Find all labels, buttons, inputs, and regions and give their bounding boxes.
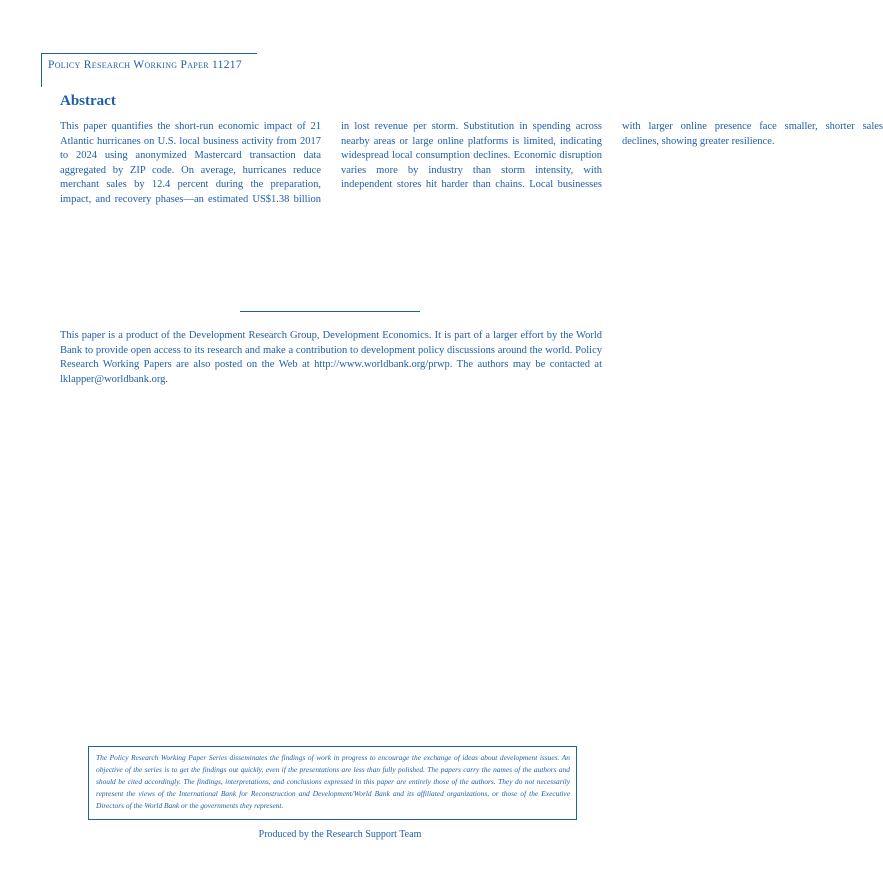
disclaimer-box: [88, 746, 577, 820]
disclaimer-text: The Policy Research Working Paper Series disseminates the findings of work in progress to encourage the exchange of ideas about development issues. An objective of the series is to get the findings out quickly, even if the presentations are less than fully polished. The papers carry the names of the authors and should be cited accordingly. The findings, interpretations, and conclusions expressed in this paper are entirely those of the authors. They do not necessarily represent the views of the International Bank for Reconstruction and Development/World Bank and its affiliated organizations, or those of the Executive Directors of the World Bank or the governments they represent.: [96, 753, 570, 810]
series-header: [41, 53, 257, 87]
product-note: This paper is a product of the Development Research Group, Development Economics. It is part of a larger effort by the World Bank to provide open access to its research and make a contribution to development policy discussions around the world. Policy Research Working Papers are also posted on the Web at http://www.worldbank.org/prwp. The authors may be contacted at lklapper@worldbank.org.: [60, 330, 602, 385]
produced-by: Produced by the Research Support Team: [258, 829, 422, 840]
section-divider: [240, 311, 420, 312]
abstract-heading: Abstract: [60, 93, 116, 109]
series-label: Policy Research Working Paper 11217: [48, 59, 242, 71]
abstract-body: This paper quantifies the short-run economic impact of 21 Atlantic hurricanes on U.S. local business activity from 2017 to 2024 using anonymized Mastercard transaction data aggregated by ZIP code. On average, hurricanes reduce merchant sales by 12.4 percent during the preparation, impact, and recovery phases—an estimated US$1.38 billion in lost revenue per storm. Substitution in spending across nearby areas or large online platforms is limited, indicating widespread local consumption declines. Economic disruption varies more by industry than storm intensity, with independent stores hit harder than chains. Local businesses with larger online presence face smaller, shorter sales declines, showing greater resilience.: [60, 121, 883, 205]
